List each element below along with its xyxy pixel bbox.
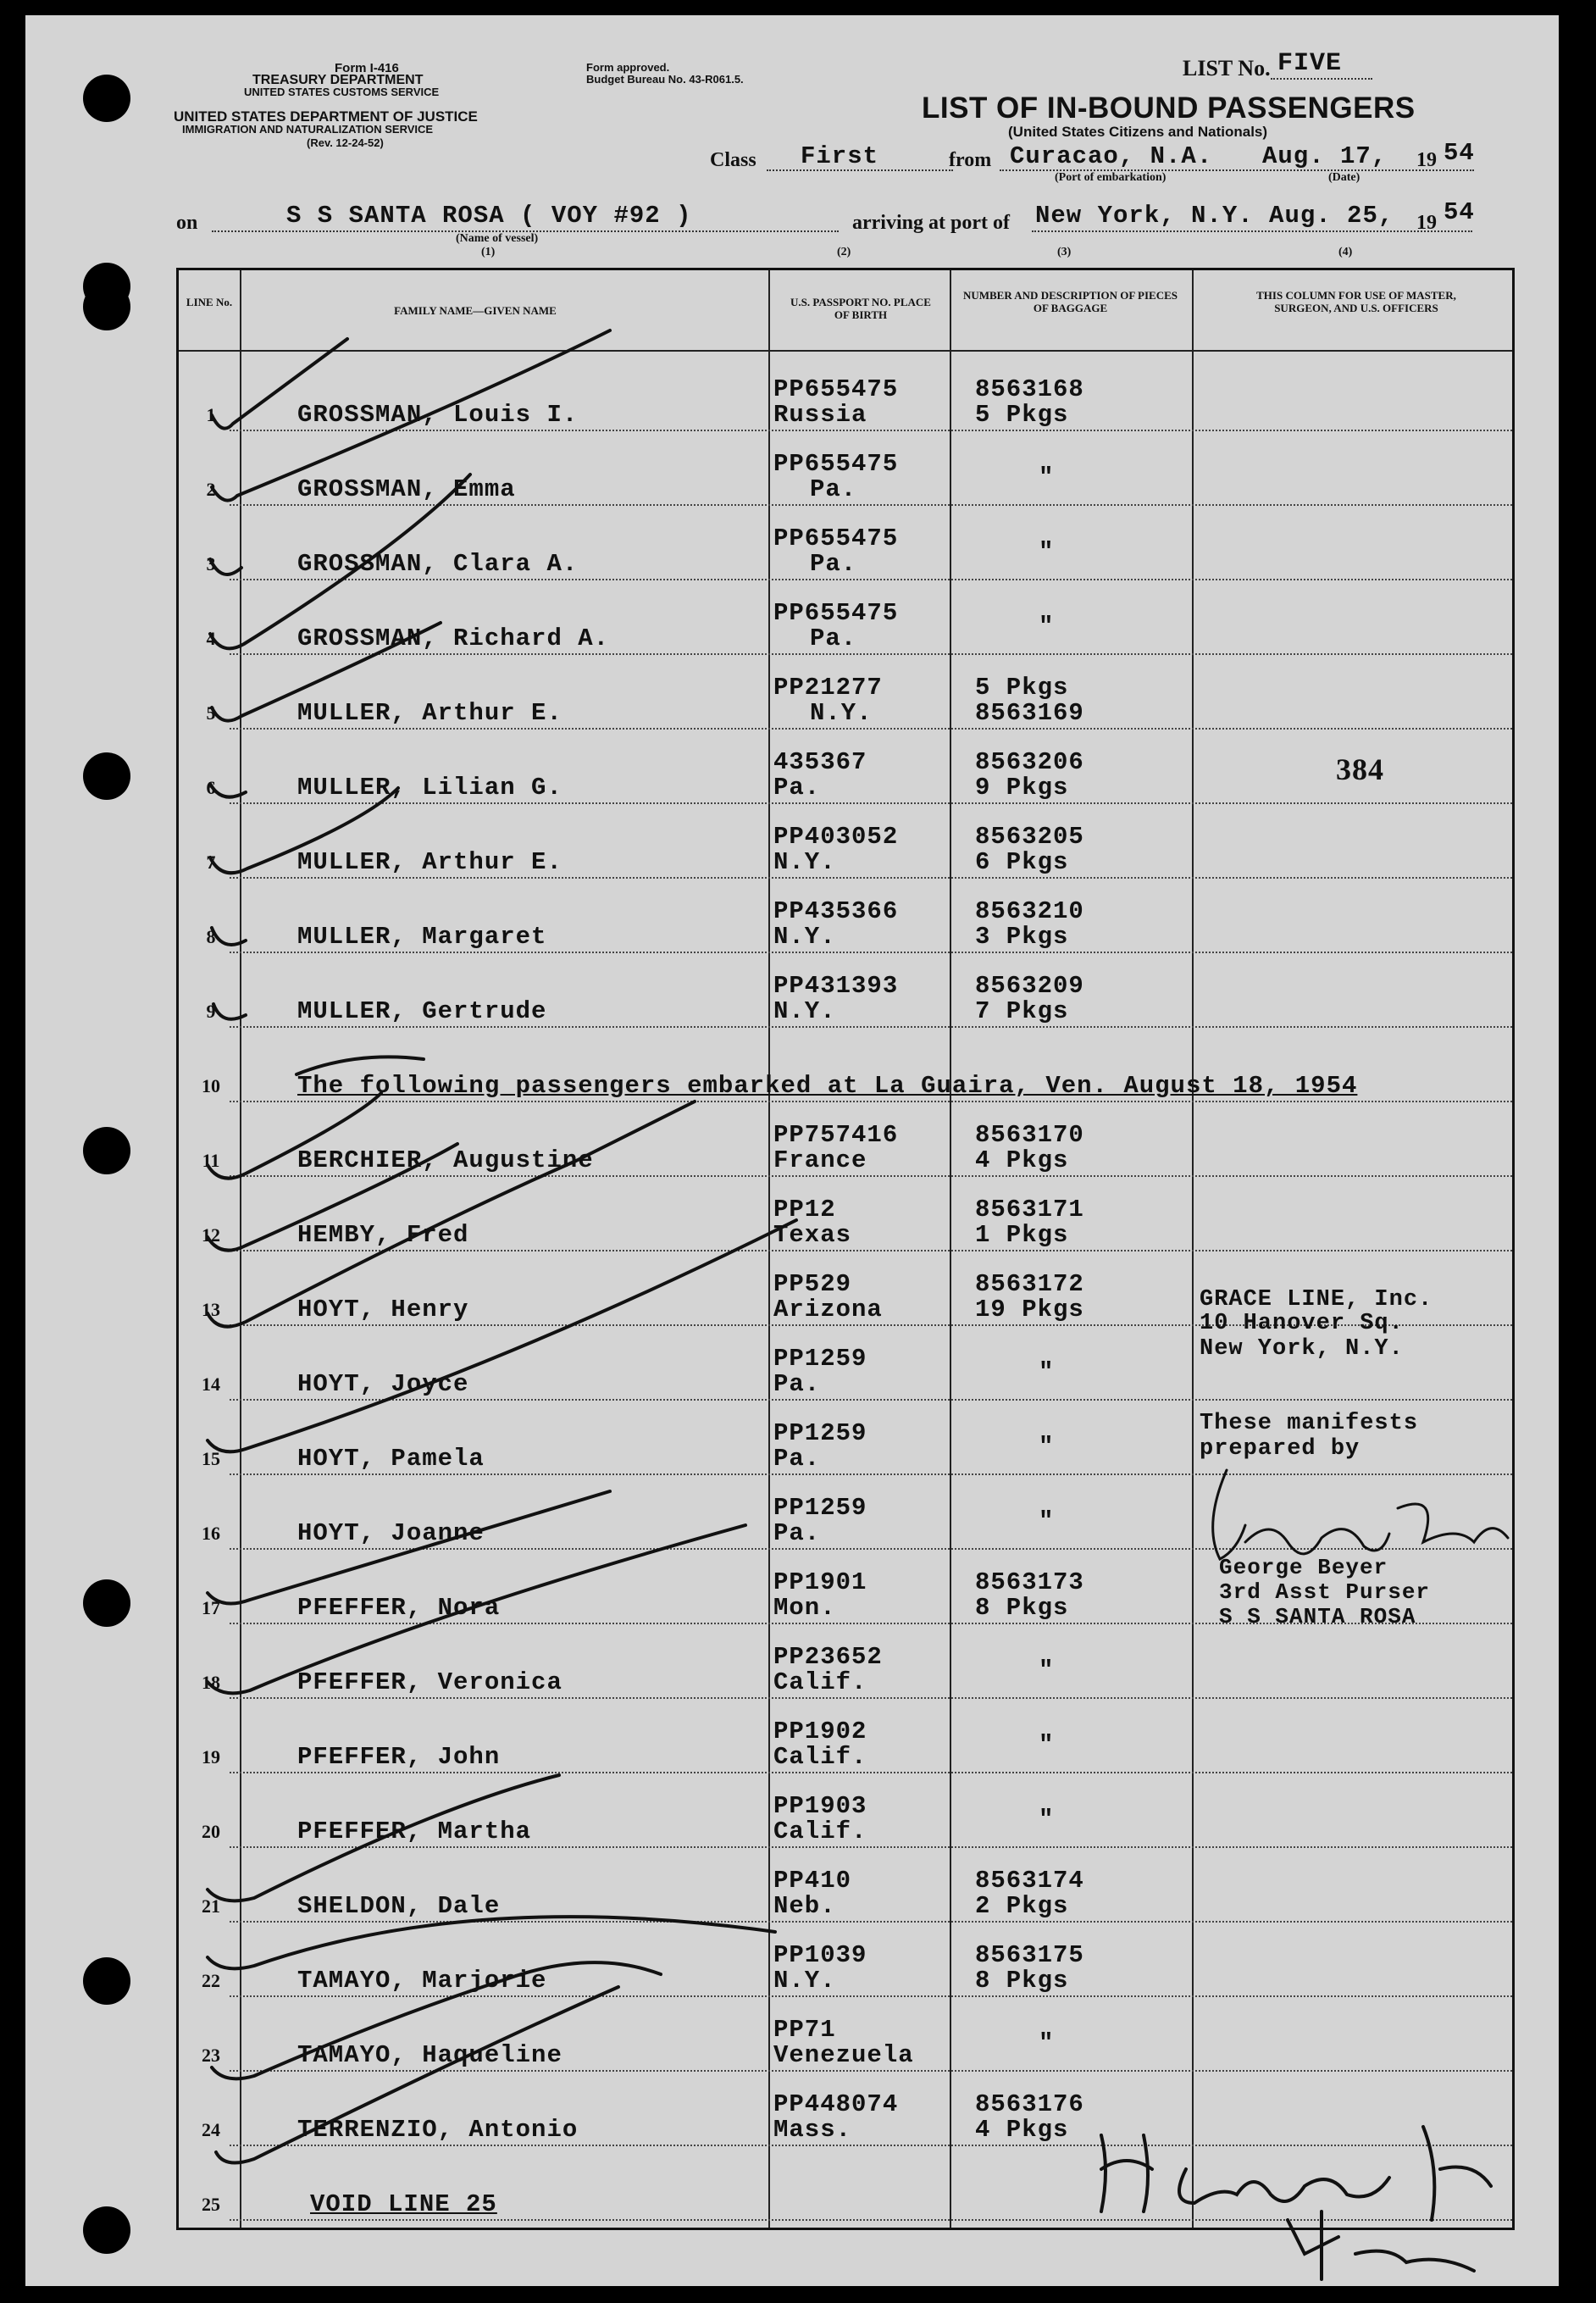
passenger-name: PFEFFER, Martha bbox=[297, 1817, 532, 1845]
list-number: FIVE bbox=[1277, 49, 1343, 78]
col-num-3: (3) bbox=[1057, 246, 1072, 258]
baggage-count: 5 Pkgs bbox=[975, 401, 1069, 429]
line-number: 17 bbox=[202, 1597, 220, 1618]
form-number: Form I-416 bbox=[335, 61, 399, 75]
passport-number: PP21277 bbox=[773, 674, 883, 702]
arriving-label: arriving at port of bbox=[852, 212, 1010, 234]
row-rule bbox=[230, 1772, 1512, 1773]
ditto-mark: " bbox=[1039, 1433, 1055, 1461]
birthplace: Russia bbox=[773, 401, 867, 429]
passport-number: PP1259 bbox=[773, 1419, 867, 1447]
ins-service: IMMIGRATION AND NATURALIZATION SERVICE bbox=[182, 123, 434, 136]
passport-number: PP431393 bbox=[773, 972, 899, 1000]
officer-stamp-number: 384 bbox=[1336, 752, 1384, 786]
passport-number: PP655475 bbox=[773, 450, 899, 478]
table-row bbox=[179, 657, 1512, 731]
embark-date: Aug. 17, bbox=[1262, 142, 1388, 170]
passenger-name: BERCHIER, Augustine bbox=[297, 1146, 594, 1174]
prepared-line1: These manifests bbox=[1200, 1411, 1419, 1436]
row-rule bbox=[230, 2145, 1512, 2146]
row-rule bbox=[230, 1399, 1512, 1401]
ditto-mark: " bbox=[1039, 538, 1055, 566]
row-rule bbox=[230, 802, 1512, 804]
table-row bbox=[179, 2073, 1512, 2148]
birthplace: N.Y. bbox=[773, 848, 836, 876]
ditto-mark: " bbox=[1039, 613, 1055, 641]
row-rule bbox=[230, 430, 1512, 431]
birthplace: Pa. bbox=[773, 1370, 821, 1398]
baggage-count: 4 Pkgs bbox=[975, 2116, 1069, 2144]
class-value: First bbox=[801, 142, 879, 170]
header-divider bbox=[179, 350, 1512, 352]
row-rule bbox=[230, 1921, 1512, 1923]
col-num-2: (2) bbox=[837, 246, 851, 258]
col-header-passport: U.S. PASSPORT NO. PLACE OF BIRTH bbox=[790, 296, 931, 321]
table-row bbox=[179, 1924, 1512, 1999]
line-number: 7 bbox=[206, 852, 216, 873]
table-row bbox=[179, 508, 1512, 582]
passport-number: PP655475 bbox=[773, 599, 899, 627]
line-number: 2 bbox=[206, 479, 216, 500]
birthplace: Mon. bbox=[773, 1594, 836, 1622]
arrival-underline bbox=[1032, 230, 1472, 232]
binder-hole bbox=[83, 1579, 130, 1627]
row-rule bbox=[230, 1548, 1512, 1550]
line-number: 3 bbox=[206, 553, 216, 574]
table-row bbox=[179, 731, 1512, 806]
form-revision: (Rev. 12-24-52) bbox=[307, 136, 384, 149]
line-number: 1 bbox=[206, 404, 216, 425]
baggage-count: 8563169 bbox=[975, 699, 1084, 727]
baggage-count: 8 Pkgs bbox=[975, 1967, 1069, 1995]
passenger-name: GROSSMAN, Clara A. bbox=[297, 550, 579, 578]
passenger-name: HOYT, Henry bbox=[297, 1296, 469, 1324]
passenger-name: TAMAYO, Marjorie bbox=[297, 1967, 547, 1995]
baggage-tag: 8563206 bbox=[975, 748, 1084, 776]
passenger-name: GROSSMAN, Louis I. bbox=[297, 401, 579, 429]
table-row bbox=[179, 1850, 1512, 1924]
line-number: 10 bbox=[202, 1075, 220, 1096]
passport-number: PP529 bbox=[773, 1270, 852, 1298]
line-number: 4 bbox=[206, 628, 216, 649]
birthplace: N.Y. bbox=[773, 997, 836, 1025]
col-num-4: (4) bbox=[1338, 246, 1353, 258]
year-prefix: 19 bbox=[1416, 149, 1437, 171]
line-number: 5 bbox=[206, 702, 216, 724]
baggage-tag: 5 Pkgs bbox=[975, 674, 1069, 702]
ditto-mark: " bbox=[1039, 1806, 1055, 1834]
dept-justice: UNITED STATES DEPARTMENT OF JUSTICE bbox=[174, 108, 478, 125]
birthplace: France bbox=[773, 1146, 867, 1174]
passenger-name: MULLER, Margaret bbox=[297, 923, 547, 951]
binder-hole bbox=[83, 752, 130, 800]
table-row bbox=[179, 1999, 1512, 2073]
passport-number: PP403052 bbox=[773, 823, 899, 851]
treasury-dept: TREASURY DEPARTMENT bbox=[252, 73, 424, 87]
passport-number: PP655475 bbox=[773, 524, 899, 552]
passport-number: PP757416 bbox=[773, 1121, 899, 1149]
line-number: 13 bbox=[202, 1299, 220, 1320]
passenger-name: MULLER, Arthur E. bbox=[297, 699, 562, 727]
passenger-name: HOYT, Pamela bbox=[297, 1445, 485, 1473]
passport-number: PP410 bbox=[773, 1867, 852, 1895]
baggage-tag: 8563168 bbox=[975, 375, 1084, 403]
baggage-count: 7 Pkgs bbox=[975, 997, 1069, 1025]
birthplace: N.Y. bbox=[773, 1967, 836, 1995]
birthplace: N.Y. bbox=[810, 699, 873, 727]
agent-address: 10 Hanover Sq. bbox=[1200, 1311, 1404, 1336]
table-row bbox=[179, 1626, 1512, 1701]
passport-number: PP1902 bbox=[773, 1718, 867, 1745]
ditto-mark: " bbox=[1039, 2029, 1055, 2057]
from-label: from bbox=[949, 149, 992, 171]
budget-bureau: Budget Bureau No. 43-R061.5. bbox=[586, 73, 744, 86]
ditto-mark: " bbox=[1039, 1731, 1055, 1759]
birthplace: Pa. bbox=[773, 1445, 821, 1473]
baggage-count: 3 Pkgs bbox=[975, 923, 1069, 951]
row-rule bbox=[230, 2219, 1512, 2221]
passport-number: PP1259 bbox=[773, 1345, 867, 1373]
form-approved: Form approved. bbox=[586, 61, 670, 74]
row-rule bbox=[230, 952, 1512, 953]
ditto-mark: " bbox=[1039, 1358, 1055, 1386]
list-subtitle: (United States Citizens and Nationals) bbox=[1008, 124, 1268, 140]
passport-number: PP1259 bbox=[773, 1494, 867, 1522]
table-row bbox=[179, 955, 1512, 1029]
binder-hole bbox=[83, 283, 130, 330]
table-row bbox=[179, 1104, 1512, 1179]
line-number: 14 bbox=[202, 1373, 220, 1395]
passport-number: PP23652 bbox=[773, 1643, 883, 1671]
birthplace: Pa. bbox=[810, 624, 857, 652]
binder-hole bbox=[83, 1957, 130, 2005]
passenger-name: TAMAYO, Haqueline bbox=[297, 2041, 562, 2069]
table-row bbox=[179, 358, 1512, 433]
birthplace: Calif. bbox=[773, 1817, 867, 1845]
embark-port: Curacao, N.A. bbox=[1010, 142, 1213, 170]
birthplace: Neb. bbox=[773, 1892, 836, 1920]
binder-hole bbox=[83, 2206, 130, 2254]
birthplace: Mass. bbox=[773, 2116, 852, 2144]
baggage-tag: 8563205 bbox=[975, 823, 1084, 851]
port-caption: (Port of embarkation) bbox=[1055, 171, 1167, 184]
table-row bbox=[179, 806, 1512, 880]
passenger-name: MULLER, Lilian G. bbox=[297, 774, 562, 802]
binder-hole bbox=[83, 75, 130, 122]
baggage-tag: 8563172 bbox=[975, 1270, 1084, 1298]
passport-number: PP655475 bbox=[773, 375, 899, 403]
agent-city: New York, N.Y. bbox=[1200, 1336, 1404, 1362]
vessel-caption: (Name of vessel) bbox=[456, 232, 539, 245]
ditto-mark: " bbox=[1039, 1656, 1055, 1684]
col-num-1: (1) bbox=[481, 246, 496, 258]
birthplace: Calif. bbox=[773, 1668, 867, 1696]
passenger-name: HOYT, Joyce bbox=[297, 1370, 469, 1398]
passenger-name: HOYT, Joanne bbox=[297, 1519, 485, 1547]
table-row bbox=[179, 1029, 1512, 1104]
arrival-year: 54 bbox=[1444, 198, 1475, 226]
line-number: 25 bbox=[202, 2194, 220, 2215]
signer-vessel: S S SANTA ROSA bbox=[1219, 1604, 1416, 1629]
passenger-name: PFEFFER, Nora bbox=[297, 1594, 501, 1622]
line-number: 15 bbox=[202, 1448, 220, 1469]
passenger-name: SHELDON, Dale bbox=[297, 1892, 501, 1920]
passenger-name: PFEFFER, John bbox=[297, 1743, 501, 1771]
birthplace: Pa. bbox=[810, 475, 857, 503]
birthplace: Calif. bbox=[773, 1743, 867, 1771]
line-number: 12 bbox=[202, 1224, 220, 1246]
baggage-tag: 8563175 bbox=[975, 1941, 1084, 1969]
passport-number: PP1039 bbox=[773, 1941, 867, 1969]
agent-name: GRACE LINE, Inc. bbox=[1200, 1287, 1433, 1312]
passenger-table bbox=[176, 268, 1515, 2230]
row-rule bbox=[230, 1846, 1512, 1848]
embark-year: 54 bbox=[1444, 139, 1475, 167]
baggage-count: 6 Pkgs bbox=[975, 848, 1069, 876]
col-header-name: FAMILY NAME—GIVEN NAME bbox=[394, 304, 557, 317]
baggage-tag: 8563173 bbox=[975, 1568, 1084, 1596]
class-label: Class bbox=[710, 149, 756, 171]
baggage-tag: 8563170 bbox=[975, 1121, 1084, 1149]
signer-title: 3rd Asst Purser bbox=[1219, 1579, 1431, 1605]
passport-number: PP1903 bbox=[773, 1792, 867, 1820]
passport-number: PP435366 bbox=[773, 897, 899, 925]
arrival-port-date: New York, N.Y. Aug. 25, bbox=[1035, 202, 1394, 230]
birthplace: Arizona bbox=[773, 1296, 883, 1324]
line-number: 8 bbox=[206, 926, 216, 947]
passenger-name: GROSSMAN, Emma bbox=[297, 475, 516, 503]
baggage-count: 19 Pkgs bbox=[975, 1296, 1084, 1324]
col-header-baggage: NUMBER AND DESCRIPTION OF PIECES OF BAGGAGE bbox=[962, 289, 1178, 314]
passport-number: 435367 bbox=[773, 748, 867, 776]
baggage-tag: 8563171 bbox=[975, 1196, 1084, 1224]
list-title: LIST OF IN-BOUND PASSENGERS bbox=[922, 92, 1416, 125]
customs-service: UNITED STATES CUSTOMS SERVICE bbox=[244, 86, 440, 98]
signer-name: George Beyer bbox=[1219, 1555, 1388, 1580]
table-row bbox=[179, 433, 1512, 508]
line-number: 16 bbox=[202, 1523, 220, 1544]
arrival-year-prefix: 19 bbox=[1416, 212, 1437, 234]
ditto-mark: " bbox=[1039, 463, 1055, 491]
passport-number: PP71 bbox=[773, 2016, 836, 2044]
passenger-name: MULLER, Gertrude bbox=[297, 997, 547, 1025]
passport-number: PP12 bbox=[773, 1196, 836, 1224]
row-rule bbox=[230, 1697, 1512, 1699]
on-label: on bbox=[176, 212, 198, 234]
passport-number: PP1901 bbox=[773, 1568, 867, 1596]
row-rule bbox=[230, 1995, 1512, 1997]
line-number: 24 bbox=[202, 2119, 220, 2140]
row-rule bbox=[230, 579, 1512, 580]
table-row bbox=[179, 582, 1512, 657]
baggage-tag: 8563176 bbox=[975, 2090, 1084, 2118]
row-rule bbox=[230, 1026, 1512, 1028]
baggage-count: 1 Pkgs bbox=[975, 1221, 1069, 1249]
table-row bbox=[179, 1701, 1512, 1775]
row-rule bbox=[230, 504, 1512, 506]
birthplace: Venezuela bbox=[773, 2041, 914, 2069]
list-label: LIST No. bbox=[1183, 56, 1271, 80]
ditto-mark: " bbox=[1039, 1507, 1055, 1535]
birthplace: Texas bbox=[773, 1221, 852, 1249]
row-rule bbox=[230, 653, 1512, 655]
line-number: 9 bbox=[206, 1001, 216, 1022]
birthplace: N.Y. bbox=[773, 923, 836, 951]
row-rule bbox=[230, 1473, 1512, 1475]
line-number: 20 bbox=[202, 1821, 220, 1842]
table-row bbox=[179, 880, 1512, 955]
line-number: 22 bbox=[202, 1970, 220, 1991]
prepared-line2: prepared by bbox=[1200, 1436, 1360, 1462]
row-rule bbox=[230, 1175, 1512, 1177]
table-row bbox=[179, 1179, 1512, 1253]
class-underline bbox=[767, 169, 953, 171]
birthplace: Pa. bbox=[773, 1519, 821, 1547]
baggage-tag: 8563174 bbox=[975, 1867, 1084, 1895]
row-rule bbox=[230, 1101, 1512, 1102]
table-row bbox=[179, 1477, 1512, 1551]
passport-number: PP448074 bbox=[773, 2090, 899, 2118]
line-number: 18 bbox=[202, 1672, 220, 1693]
row-rule bbox=[230, 2070, 1512, 2072]
baggage-count: 9 Pkgs bbox=[975, 774, 1069, 802]
col-header-line: LINE No. bbox=[186, 296, 233, 308]
passenger-name: HEMBY, Fred bbox=[297, 1221, 469, 1249]
passenger-name: MULLER, Arthur E. bbox=[297, 848, 562, 876]
line-number: 6 bbox=[206, 777, 216, 798]
baggage-tag: 8563210 bbox=[975, 897, 1084, 925]
line-number: 11 bbox=[202, 1150, 220, 1171]
line-number: 23 bbox=[202, 2045, 220, 2066]
line-number: 19 bbox=[202, 1746, 220, 1767]
table-row bbox=[179, 2148, 1512, 2223]
vessel-name: S S SANTA ROSA ( VOY #92 ) bbox=[286, 202, 692, 230]
section-note: The following passengers embarked at La Guaira, Ven. August 18, 1954 bbox=[297, 1072, 1358, 1100]
baggage-count: 2 Pkgs bbox=[975, 1892, 1069, 1920]
passenger-name: GROSSMAN, Richard A. bbox=[297, 624, 610, 652]
list-underline bbox=[1271, 78, 1372, 80]
line-number: 21 bbox=[202, 1895, 220, 1917]
baggage-tag: 8563209 bbox=[975, 972, 1084, 1000]
row-rule bbox=[230, 877, 1512, 879]
birthplace: Pa. bbox=[773, 774, 821, 802]
table-row bbox=[179, 1775, 1512, 1850]
date-caption: (Date) bbox=[1328, 171, 1360, 184]
baggage-count: 4 Pkgs bbox=[975, 1146, 1069, 1174]
binder-hole bbox=[83, 1127, 130, 1174]
passenger-name: TERRENZIO, Antonio bbox=[297, 2116, 579, 2144]
row-rule bbox=[230, 728, 1512, 730]
col-header-officers: THIS COLUMN FOR USE OF MASTER, SURGEON, AND U.S. OFFICERS bbox=[1256, 289, 1456, 314]
passenger-name: PFEFFER, Veronica bbox=[297, 1668, 562, 1696]
row-rule bbox=[230, 1250, 1512, 1251]
baggage-count: 8 Pkgs bbox=[975, 1594, 1069, 1622]
birthplace: Pa. bbox=[810, 550, 857, 578]
section-note: VOID LINE 25 bbox=[310, 2190, 497, 2218]
